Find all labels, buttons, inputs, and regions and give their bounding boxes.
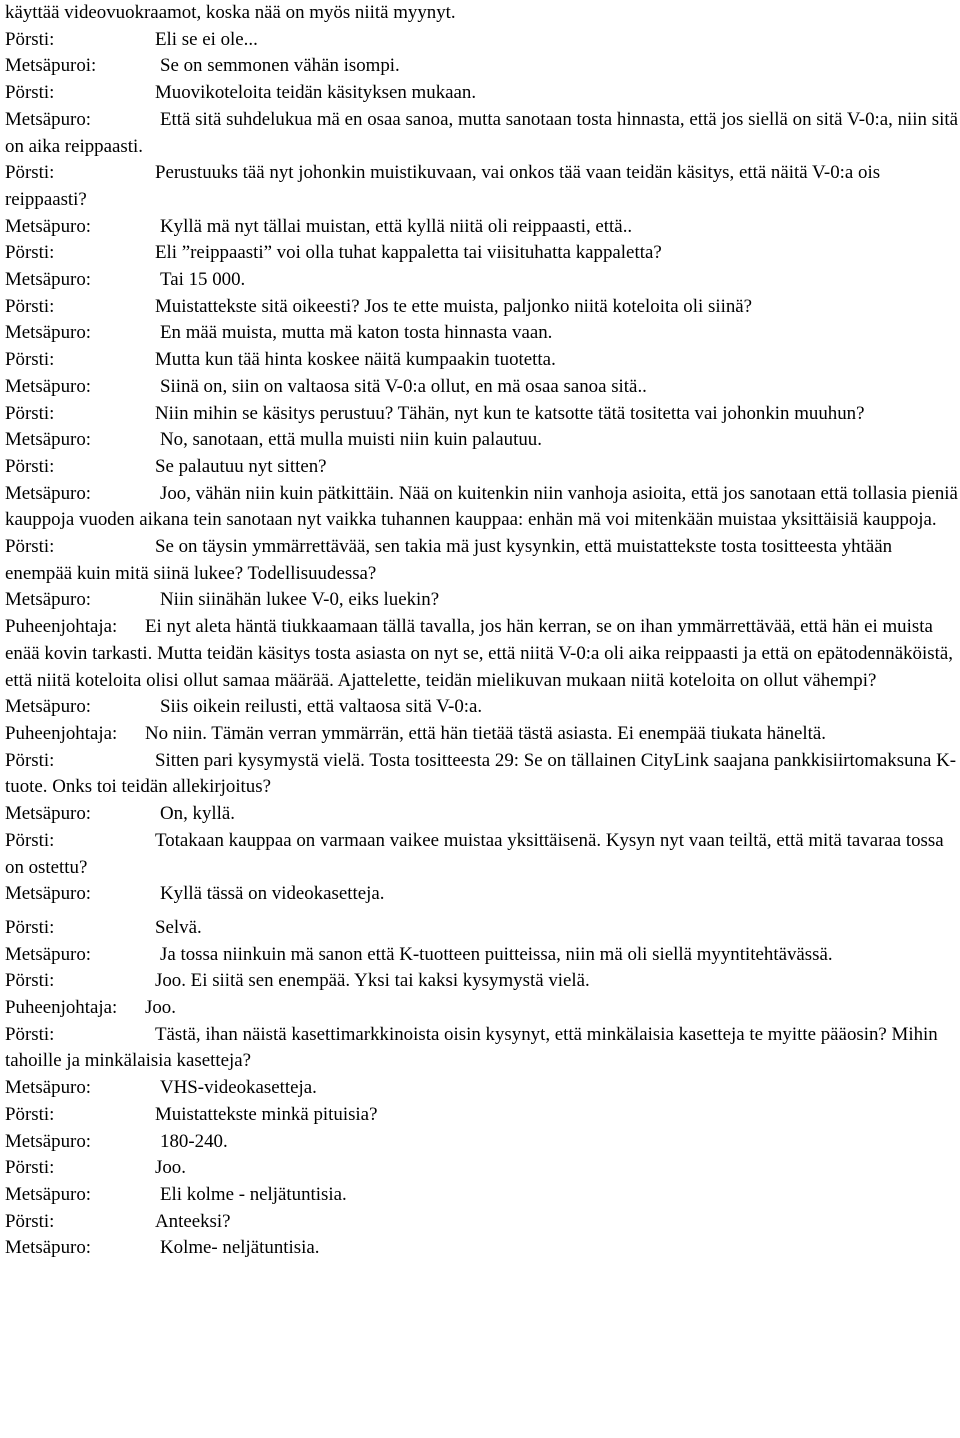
transcript-turn (5, 320, 960, 347)
transcript-turn (5, 1075, 960, 1102)
speaker-label: Pörsti: (5, 829, 55, 851)
speaker-label: Metsäpuro: (5, 589, 92, 611)
utterance-text: Että sitä suhdelukua mä en osaa sanoa, mutta sanotaan tosta hinnasta, että jos siellä on sitä V-0:a, niin sitä on aika reippaasti. (5, 108, 958, 157)
speaker-label: Metsäpuro: (5, 375, 92, 397)
transcript-turn (5, 828, 960, 881)
speaker-label: Pörsti: (5, 162, 55, 184)
utterance-text: Niin mihin se käsitys perustuu? Tähän, nyt kun te katsotte tätä tositetta vai johonkin muuhun? (155, 402, 865, 424)
speaker-label: Metsäpuro: (5, 1130, 92, 1152)
speaker-label: Metsäpuro: (5, 322, 92, 344)
utterance-text: Ja tossa niinkuin mä sanon että K-tuotteen puitteissa, niin mä oli siellä myyntitehtävässä. (160, 943, 833, 965)
utterance-text: Siis oikein reilusti, että valtaosa sitä V-0:a. (160, 696, 483, 718)
speaker-label: Pörsti: (5, 916, 55, 938)
speaker-label: Metsäpuro: (5, 482, 92, 504)
transcript-turn (5, 614, 960, 694)
utterance-text: Totakaan kauppaa on varmaan vaikee muistaa yksittäisenä. Kysyn nyt vaan teiltä, että mitä tavaraa tossa on ostettu? (5, 829, 944, 878)
transcript-turn (5, 27, 960, 54)
utterance-text: No, sanotaan, että mulla muisti niin kuin palautuu. (160, 429, 542, 451)
transcript-turn (5, 1182, 960, 1209)
transcript-turn (5, 881, 960, 908)
utterance-text: Muistattekste sitä oikeesti? Jos te ette muista, paljonko niitä koteloita oli siinä? (155, 295, 753, 317)
speaker-label: Pörsti: (5, 349, 55, 371)
utterance-text: Eli kolme - neljätuntisia. (160, 1183, 347, 1205)
utterance-text: No niin. Tämän verran ymmärrän, että hän tietää tästä asiasta. Ei enempää tiukata häneltä. (145, 722, 827, 744)
speaker-label: Metsäpuro: (5, 269, 92, 291)
utterance-text: Joo, vähän niin kuin pätkittäin. Nää on kuitenkin niin vanhoja asioita, että jos sanotaan että tollasia pieniä kauppoja vuoden aikana tein sanotaan nyt vaikka tuhannen kauppaa: enhän mä voi mitenkään muistaa yksittäisiä kauppoja. (5, 482, 958, 531)
utterance-text: Kyllä tässä on videokasetteja. (160, 883, 385, 905)
utterance-text: Eli ”reippaasti” voi olla tuhat kappaletta tai viisituhatta kappaletta? (155, 242, 662, 264)
utterance-text: Anteeksi? (155, 1210, 231, 1232)
speaker-label: Pörsti: (5, 1210, 55, 1232)
speaker-label: Pörsti: (5, 402, 55, 424)
speaker-label: Metsäpuro: (5, 1183, 92, 1205)
utterance-text: Perustuuks tää nyt johonkin muistikuvaan, vai onkos tää vaan teidän käsitys, että näitä V-0:a ois reippaasti? (5, 162, 881, 210)
transcript-turn (5, 107, 960, 160)
utterance-text: käyttää videovuokraamot, koska nää on myös niitä myynyt. (5, 2, 456, 23)
transcript-turn (5, 401, 960, 428)
transcript-turn (5, 1022, 960, 1075)
transcript-turn (5, 1235, 960, 1262)
transcript-turn (5, 374, 960, 401)
transcript-turn (5, 240, 960, 267)
speaker-label: Pörsti: (5, 970, 55, 992)
speaker-label: Pörsti: (5, 28, 55, 50)
transcript-turn (5, 1209, 960, 1236)
speaker-label: Metsäpuroi: (5, 55, 97, 77)
speaker-label: Puheenjohtaja: (5, 997, 118, 1019)
utterance-text: Muovikoteloita teidän käsityksen mukaan. (155, 82, 477, 104)
transcript-turn (5, 801, 960, 828)
transcript-turn (5, 80, 960, 107)
transcript-turn (5, 942, 960, 969)
utterance-text: Ei nyt aleta häntä tiukkaamaan tällä tavalla, jos hän kerran, se on ihan ymmärrettävää, että hän ei muista enää kovin tarkasti. Mutta teidän käsitys tosta asiasta on nyt se, että niitä V-0:a oli aika reippaasti ja että on epätodennäköistä, että niitä koteloita olisi ollut samaa määrää. Ajattelette, teidän mielikuvan mukaan niitä koteloita on ollut vähempi? (5, 616, 953, 691)
transcript-turn (5, 748, 960, 801)
utterance-text: Siinä on, siin on valtaosa sitä V-0:a ollut, en mä osaa sanoa sitä.. (160, 375, 647, 397)
transcript-turn (5, 694, 960, 721)
speaker-label: Pörsti: (5, 242, 55, 264)
speaker-label: Metsäpuro: (5, 215, 92, 237)
utterance-text: Joo. (155, 1157, 186, 1179)
utterance-text: Joo. Ei siitä sen enempää. Yksi tai kaksi kysymystä vielä. (155, 970, 590, 992)
speaker-label: Metsäpuro: (5, 429, 92, 451)
transcript-turn (5, 294, 960, 321)
transcript-turn (5, 160, 960, 213)
transcript-turn (5, 347, 960, 374)
speaker-label: Metsäpuro: (5, 943, 92, 965)
utterance-text: 180-240. (160, 1130, 228, 1152)
utterance-text: Mutta kun tää hinta koskee näitä kumpaakin tuotetta. (155, 349, 556, 371)
utterance-text: Se on semmonen vähän isompi. (160, 55, 400, 77)
utterance-text: Se palautuu nyt sitten? (155, 455, 327, 477)
transcript-turn (5, 1102, 960, 1129)
utterance-text: Muistattekste minkä pituisia? (155, 1103, 378, 1125)
speaker-label: Pörsti: (5, 295, 55, 317)
speaker-label: Metsäpuro: (5, 108, 92, 130)
speaker-label: Metsäpuro: (5, 1077, 92, 1099)
transcript-turn (5, 427, 960, 454)
transcript-turn (5, 454, 960, 481)
utterance-text: On, kyllä. (160, 803, 236, 825)
speaker-label: Pörsti: (5, 749, 55, 771)
transcript-turn (5, 1155, 960, 1182)
transcript-turn (5, 214, 960, 241)
speaker-label: Metsäpuro: (5, 803, 92, 825)
utterance-text: Kyllä mä nyt tällai muistan, että kyllä niitä oli reippaasti, että.. (160, 215, 633, 237)
interview-transcript (5, 0, 960, 1262)
transcript-turn (5, 995, 960, 1022)
speaker-label: Metsäpuro: (5, 696, 92, 718)
speaker-label: Metsäpuro: (5, 1237, 92, 1259)
speaker-label: Pörsti: (5, 82, 55, 104)
speaker-label: Puheenjohtaja: (5, 722, 118, 744)
transcript-turn (5, 721, 960, 748)
transcript-turn (5, 534, 960, 587)
transcript-turn (5, 915, 960, 942)
utterance-text: Tai 15 000. (160, 269, 246, 291)
utterance-text: Kolme- neljätuntisia. (160, 1237, 320, 1259)
utterance-text: Se on täysin ymmärrettävää, sen takia mä just kysynkin, että muistattekste tosta tositteesta yhtään enempää kuin mitä siinä lukee? Todellisuudessa? (5, 536, 893, 584)
speaker-label: Pörsti: (5, 1103, 55, 1125)
utterance-text: En mää muista, mutta mä katon tosta hinnasta vaan. (160, 322, 553, 344)
transcript-turn (5, 481, 960, 534)
speaker-label: Pörsti: (5, 536, 55, 558)
speaker-label: Pörsti: (5, 1157, 55, 1179)
utterance-text: Selvä. (155, 916, 202, 938)
utterance-text: Sitten pari kysymystä vielä. Tosta tositteesta 29: Se on tällainen CityLink saajana pankkisiirtomaksuna K-tuote. Onks toi teidän allekirjoitus? (5, 749, 957, 798)
speaker-label: Metsäpuro: (5, 883, 92, 905)
utterance-text: Niin siinähän lukee V-0, eiks luekin? (160, 589, 440, 611)
utterance-text: Eli se ei ole... (155, 28, 258, 50)
transcript-turn (5, 267, 960, 294)
transcript-turn (5, 0, 960, 27)
transcript-turn (5, 53, 960, 80)
transcript-turn (5, 968, 960, 995)
speaker-label: Pörsti: (5, 455, 55, 477)
utterance-text: Joo. (145, 997, 176, 1019)
speaker-label: Puheenjohtaja: (5, 616, 118, 638)
transcript-turn (5, 587, 960, 614)
transcript-turn (5, 1129, 960, 1156)
speaker-label: Pörsti: (5, 1023, 55, 1045)
utterance-text: VHS-videokasetteja. (160, 1077, 317, 1099)
utterance-text: Tästä, ihan näistä kasettimarkkinoista oisin kysynyt, että minkälaisia kasetteja te myitte pääosin? Mihin tahoille ja minkälaisia kasetteja? (5, 1023, 938, 1072)
